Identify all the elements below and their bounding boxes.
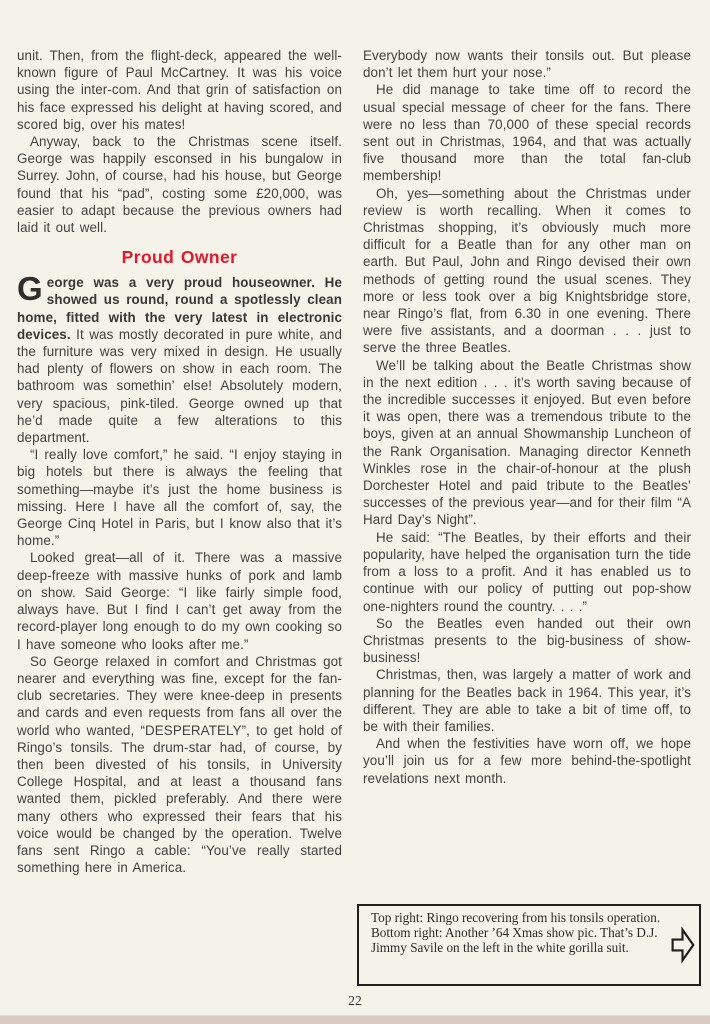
- caption-box: [357, 904, 701, 986]
- page-number: 22: [348, 993, 362, 1008]
- article-paragraph: Looked great—all of it. There was a massive deep-freeze with massive hunks of pork and lamb on show. Said George: “I like fairly simple food, always have. But I find I can’t get away from the record-player long enough to do my own cooking so I have someone who looks after me.”: [17, 550, 342, 652]
- page-bottom-edge: [0, 1015, 710, 1024]
- article-paragraph: He said: “The Beatles, by their efforts and their popularity, have helped the organisation turn the tide from a loss to a profit. And it has enabled us to continue with our policy of putting out pop-show one-nighters round the country. . . .”: [363, 529, 691, 614]
- article-paragraph: Anyway, back to the Christmas scene itself. George was happily esconsed in his bungalow in Surrey. John, of course, had his house, but George found that his “pad”, costing some £20,000, was easier to adapt because the previous owners had laid it out well.: [17, 134, 342, 236]
- dropcap-letter: G: [17, 270, 43, 308]
- caption-top-right: Top right: Ringo recovering from his tonsils operation.: [371, 910, 661, 925]
- article-paragraph: Oh, yes—something about the Christmas under review is worth recalling. When it comes to Christmas shopping, it’s obviously much more difficult for a Beatle than for any other man on earth. But Paul, John and Ringo devised their own methods of getting round the usual scenes. They more or less took over a big Knightsbridge store, near Ringo’s flat, from 6.30 in one evening. There were five assistants, and a doorman . . . just to serve the three Beatles.: [363, 185, 691, 356]
- article-paragraph: unit. Then, from the flight-deck, appeared the well-known figure of Paul McCartney. It was his voice using the inter-com. And that grin of satisfaction on his face expressed his delight at having scored, and scored big, over his mates!: [17, 48, 342, 132]
- right-column: [363, 47, 691, 876]
- article-paragraph: So George relaxed in comfort and Christmas got nearer and everything was fine, except for the fan-club secretaries. They were knee-deep in presents and cards and even requests from fans all over the world who wanted, “DESPERATELY”, to get hold of Ringo’s tonsils. The drum-star had, of course, by then been divested of his tonsils, in University College Hospital, and at least a thousand fans wanted them, pickled preferably. And there were many others who expressed their fears that his voice would be changed by the operation. Twelve fans sent Ringo a cable: “You’ve really started something here in America.: [17, 653, 342, 876]
- arrow-right-icon: [669, 924, 696, 966]
- lead-bold-text: eorge was a very proud houseowner. He showed us round, round a spotlessly clean home, fitted with the very latest in electronic devices.: [17, 275, 342, 342]
- caption-bottom-right: Bottom right: Another ’64 Xmas show pic. That’s D.J. Jimmy Savile on the left in the white gorilla suit.: [371, 924, 658, 955]
- article-paragraph: Everybody now wants their tonsils out. But please don’t let them hurt your nose.”: [363, 48, 691, 81]
- article-paragraph: We’ll be talking about the Beatle Christmas show in the next edition . . . it’s worth saving because of the incredible successes it enjoyed. But even before it was open, there was a tremendous tribute to the boys, given at an annual Showmanship Luncheon of the Rank Organisation. Managing director Kenneth Winkles rose in the chair-of-honour at the plush Dorchester Hotel and paid tribute to the Beatles’ successes of the previous year—and for their film “A Hard Day’s Night”.: [363, 357, 691, 528]
- left-column: [17, 47, 342, 876]
- article-paragraph: Christmas, then, was largely a matter of work and planning for the Beatles back in 1964. This year, it’s different. They are able to take a bit of time off, to be with their families.: [363, 667, 691, 734]
- article-paragraph: He did manage to take time off to record the usual special message of cheer for the fans. There were no less than 70,000 of these special records sent out in Christmas, 1964, and that was actually five thousand more than the total fan-club membership!: [363, 82, 691, 184]
- lead-rest-text: It was mostly decorated in pure white, and the furniture was very mixed in design. He usually had plenty of flowers on show in each room. The bathroom was somethin’ else! Absolutely modern, very spacious, pink-tiled. George owned up that he’d made quite a few alterations to this department.: [17, 326, 342, 446]
- lead-paragraph: [17, 270, 342, 446]
- article-paragraph: “I really love comfort,” he said. “I enjoy staying in big hotels but there is always the feeling that something—maybe it’s just the home business is missing. Here I have all the comfort of, say, the George Cinq Hotel in Paris, but I know also that it’s home.”: [17, 447, 342, 549]
- section-heading-proud-owner: Proud Owner: [121, 247, 238, 268]
- article-paragraph: And when the festivities have worn off, we hope you’ll join us for a few more behind-the-spotlight revelations next month.: [363, 736, 691, 786]
- article-paragraph: So the Beatles even handed out their own Christmas presents to the big-business of show-business!: [363, 615, 691, 666]
- article-body: [17, 47, 691, 876]
